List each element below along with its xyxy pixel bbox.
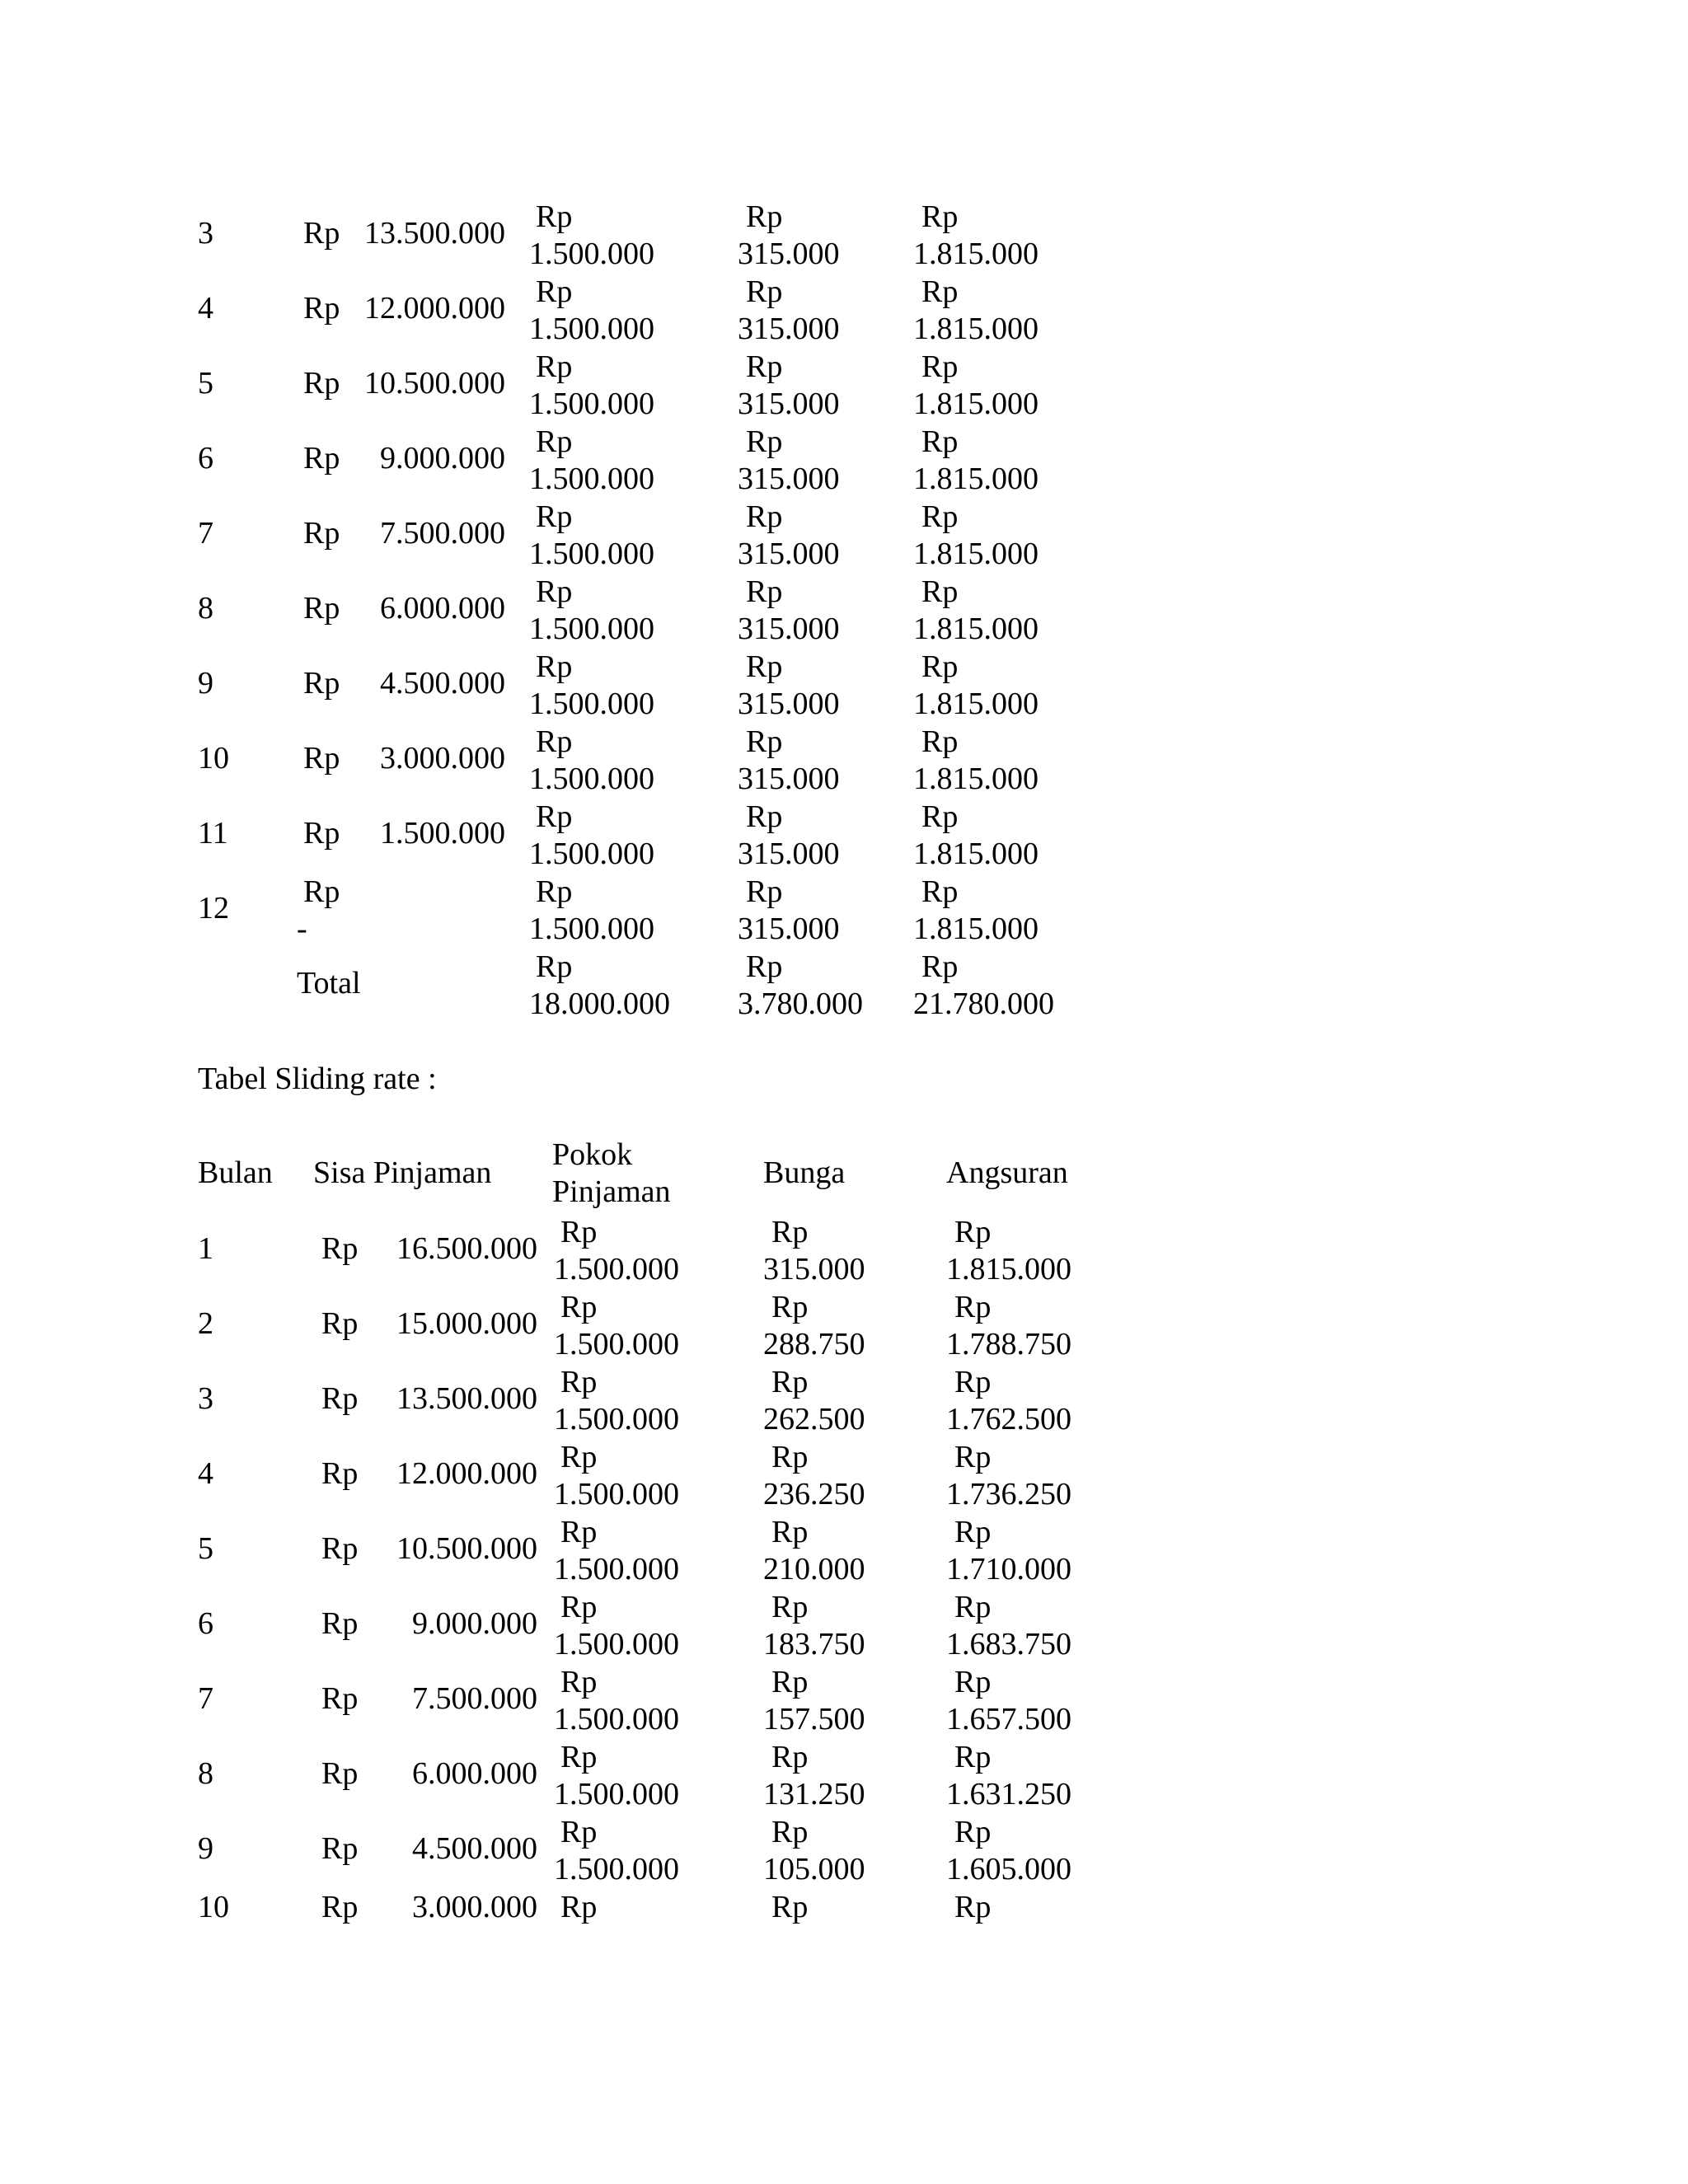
angsuran-value: 1.762.500 [946,1402,1071,1436]
pokok-value: 1.500.000 [529,537,654,571]
bunga-currency: Rp [771,1440,809,1474]
header-bulan: Bulan [198,1155,273,1190]
pokok-value: 1.500.000 [529,312,654,346]
angsuran-currency: Rp [921,199,959,234]
pokok-value: 1.500.000 [529,687,654,721]
angsuran-value: 1.815.000 [913,612,1039,646]
bunga-value: 183.750 [763,1627,865,1661]
bulan-cell: 4 [198,1456,213,1491]
sisa-value: 10.500.000 [364,366,505,401]
bunga-value: 105.000 [763,1852,865,1886]
angsuran-value: 1.788.750 [946,1327,1071,1361]
angsuran-currency: Rp [921,724,959,759]
angsuran-currency: Rp [921,874,959,909]
sisa-currency: Rp [321,1456,359,1491]
angsuran-currency: Rp [954,1515,992,1549]
bunga-currency: Rp [746,874,783,909]
angsuran-value: 1.815.000 [913,237,1039,271]
angsuran-currency: Rp [954,1290,992,1324]
pokok-value: 1.500.000 [554,1702,679,1736]
angsuran-currency: Rp [954,1890,992,1924]
sisa-currency: Rp [321,1381,359,1416]
bunga-value: 315.000 [738,312,840,346]
bunga-currency: Rp [746,799,783,834]
pokok-value: 1.500.000 [554,1552,679,1586]
pokok-currency: Rp [536,799,573,834]
bulan-cell: 9 [198,666,213,701]
pokok-value: 1.500.000 [554,1252,679,1286]
bunga-currency: Rp [771,1890,809,1924]
pokok-currency: Rp [536,874,573,909]
pokok-currency: Rp [560,1740,598,1774]
pokok-value: 1.500.000 [529,762,654,796]
bunga-currency: Rp [771,1815,809,1849]
angsuran-currency: Rp [954,1665,992,1699]
angsuran-value: 1.815.000 [913,537,1039,571]
bunga-currency: Rp [746,724,783,759]
total-label: Total [297,966,361,1001]
sisa-currency: Rp [303,666,340,701]
bunga-currency: Rp [746,574,783,609]
angsuran-currency: Rp [954,1815,992,1849]
bulan-cell: 6 [198,1606,213,1641]
pokok-value: 1.500.000 [554,1777,679,1811]
sisa-value: 12.000.000 [396,1456,537,1491]
bulan-cell: 7 [198,516,213,551]
sisa-value: 3.000.000 [412,1890,537,1924]
angsuran-value: 1.631.250 [946,1777,1071,1811]
pokok-value: 1.500.000 [529,912,654,946]
bulan-cell: 11 [198,816,228,851]
bunga-currency: Rp [746,949,783,984]
pokok-currency: Rp [536,949,573,984]
bunga-value: 262.500 [763,1402,865,1436]
angsuran-value: 1.605.000 [946,1852,1071,1886]
bulan-cell: 9 [198,1831,213,1866]
pokok-currency: Rp [536,349,573,384]
pokok-value: 1.500.000 [529,462,654,496]
angsuran-value: 1.815.000 [913,387,1039,421]
bunga-value: 315.000 [738,837,840,871]
bulan-cell: 8 [198,591,213,626]
sisa-currency: Rp [303,516,340,551]
pokok-value: 1.500.000 [529,387,654,421]
bulan-cell: 5 [198,366,213,401]
sisa-currency: Rp [303,441,340,476]
bunga-value: 288.750 [763,1327,865,1361]
bunga-currency: Rp [746,649,783,684]
pokok-currency: Rp [560,1890,598,1924]
angsuran-value: 1.710.000 [946,1552,1071,1586]
angsuran-value: 1.815.000 [913,837,1039,871]
header-pokok-line2: Pinjaman [552,1174,671,1209]
sisa-value: 16.500.000 [396,1231,537,1266]
bunga-value: 315.000 [738,612,840,646]
bunga-currency: Rp [746,199,783,234]
angsuran-currency: Rp [921,949,959,984]
sisa-currency: Rp [303,366,340,401]
bunga-currency: Rp [771,1665,809,1699]
sisa-currency: Rp [321,1606,359,1641]
bunga-value: 315.000 [738,237,840,271]
bulan-cell: 7 [198,1681,213,1716]
angsuran-value: 1.815.000 [913,762,1039,796]
bulan-cell: 5 [198,1531,213,1566]
angsuran-value: 1.815.000 [913,687,1039,721]
pokok-currency: Rp [536,574,573,609]
header-sisa-pinjaman: Sisa Pinjaman [313,1155,492,1190]
sisa-currency: Rp [321,1831,359,1866]
angsuran-currency: Rp [954,1440,992,1474]
angsuran-value: 1.815.000 [946,1252,1071,1286]
sisa-currency: Rp [303,741,340,776]
angsuran-currency: Rp [954,1740,992,1774]
pokok-currency: Rp [560,1440,598,1474]
angsuran-currency: Rp [921,574,959,609]
sisa-value: 13.500.000 [396,1381,537,1416]
angsuran-value: 1.657.500 [946,1702,1071,1736]
pokok-value: 1.500.000 [554,1402,679,1436]
angsuran-currency: Rp [954,1365,992,1399]
pokok-currency: Rp [536,199,573,234]
bunga-currency: Rp [771,1365,809,1399]
sisa-value: 6.000.000 [380,591,505,626]
sisa-value: 9.000.000 [412,1606,537,1641]
bulan-cell: 10 [198,741,229,776]
angsuran-value: 1.683.750 [946,1627,1071,1661]
bunga-currency: Rp [746,499,783,534]
sisa-value: 7.500.000 [380,516,505,551]
sisa-value: 3.000.000 [380,741,505,776]
bunga-value: 315.000 [763,1252,865,1286]
pokok-value: 1.500.000 [529,837,654,871]
pokok-value: 1.500.000 [554,1627,679,1661]
sisa-value: 10.500.000 [396,1531,537,1566]
pokok-value: 1.500.000 [529,237,654,271]
pokok-total: 18.000.000 [529,987,670,1021]
sisa-currency: Rp [303,874,340,909]
header-pokok-line1: Pokok [552,1137,633,1172]
angsuran-currency: Rp [954,1590,992,1624]
angsuran-value: 1.815.000 [913,462,1039,496]
bulan-cell: 3 [198,216,213,251]
sisa-value: - [297,912,307,946]
sisa-currency: Rp [321,1681,359,1716]
sisa-value: 7.500.000 [412,1681,537,1716]
angsuran-value: 1.815.000 [913,912,1039,946]
sisa-value: 4.500.000 [380,666,505,701]
bunga-value: 315.000 [738,462,840,496]
pokok-value: 1.500.000 [529,612,654,646]
angsuran-currency: Rp [921,349,959,384]
bulan-cell: 12 [198,891,229,926]
pokok-value: 1.500.000 [554,1477,679,1511]
bunga-currency: Rp [771,1215,809,1249]
sisa-value: 13.500.000 [364,216,505,251]
bunga-value: 315.000 [738,762,840,796]
bunga-value: 315.000 [738,687,840,721]
section-heading: Tabel Sliding rate : [198,1062,437,1096]
pokok-currency: Rp [560,1365,598,1399]
angsuran-currency: Rp [921,274,959,309]
angsuran-currency: Rp [954,1215,992,1249]
bunga-value: 236.250 [763,1477,865,1511]
bunga-currency: Rp [771,1515,809,1549]
sisa-currency: Rp [321,1890,359,1924]
sisa-value: 12.000.000 [364,291,505,326]
angsuran-currency: Rp [921,424,959,459]
angsuran-currency: Rp [921,799,959,834]
angsuran-total: 21.780.000 [913,987,1054,1021]
sisa-currency: Rp [321,1306,359,1341]
sisa-currency: Rp [321,1531,359,1566]
pokok-currency: Rp [560,1815,598,1849]
sisa-currency: Rp [321,1756,359,1791]
sisa-value: 9.000.000 [380,441,505,476]
bulan-cell: 2 [198,1306,213,1341]
bunga-value: 210.000 [763,1552,865,1586]
bulan-cell: 1 [198,1231,213,1266]
sisa-value: 4.500.000 [412,1831,537,1866]
bunga-currency: Rp [771,1590,809,1624]
sisa-currency: Rp [303,591,340,626]
pokok-value: 1.500.000 [554,1327,679,1361]
bulan-cell: 6 [198,441,213,476]
sisa-value: 1.500.000 [380,816,505,851]
bulan-cell: 8 [198,1756,213,1791]
pokok-currency: Rp [536,424,573,459]
pokok-currency: Rp [536,724,573,759]
bulan-cell: 4 [198,291,213,326]
angsuran-currency: Rp [921,649,959,684]
header-angsuran: Angsuran [946,1155,1068,1190]
bunga-value: 157.500 [763,1702,865,1736]
bunga-value: 131.250 [763,1777,865,1811]
pokok-currency: Rp [560,1215,598,1249]
angsuran-value: 1.736.250 [946,1477,1071,1511]
bunga-currency: Rp [771,1290,809,1324]
bunga-value: 315.000 [738,912,840,946]
pokok-currency: Rp [536,274,573,309]
pokok-currency: Rp [536,649,573,684]
pokok-currency: Rp [560,1665,598,1699]
bulan-cell: 3 [198,1381,213,1416]
bunga-currency: Rp [746,424,783,459]
pokok-currency: Rp [536,499,573,534]
sisa-currency: Rp [303,816,340,851]
angsuran-value: 1.815.000 [913,312,1039,346]
sisa-currency: Rp [321,1231,359,1266]
bunga-currency: Rp [746,274,783,309]
bulan-cell: 10 [198,1890,229,1924]
pokok-currency: Rp [560,1590,598,1624]
pokok-currency: Rp [560,1515,598,1549]
angsuran-currency: Rp [921,499,959,534]
pokok-currency: Rp [560,1290,598,1324]
pokok-value: 1.500.000 [554,1852,679,1886]
bunga-value: 315.000 [738,537,840,571]
sisa-value: 6.000.000 [412,1756,537,1791]
bunga-currency: Rp [771,1740,809,1774]
sisa-currency: Rp [303,291,340,326]
header-bunga: Bunga [763,1155,846,1190]
bunga-currency: Rp [746,349,783,384]
bunga-value: 315.000 [738,387,840,421]
sisa-value: 15.000.000 [396,1306,537,1341]
sisa-currency: Rp [303,216,340,251]
bunga-total: 3.780.000 [738,987,863,1021]
